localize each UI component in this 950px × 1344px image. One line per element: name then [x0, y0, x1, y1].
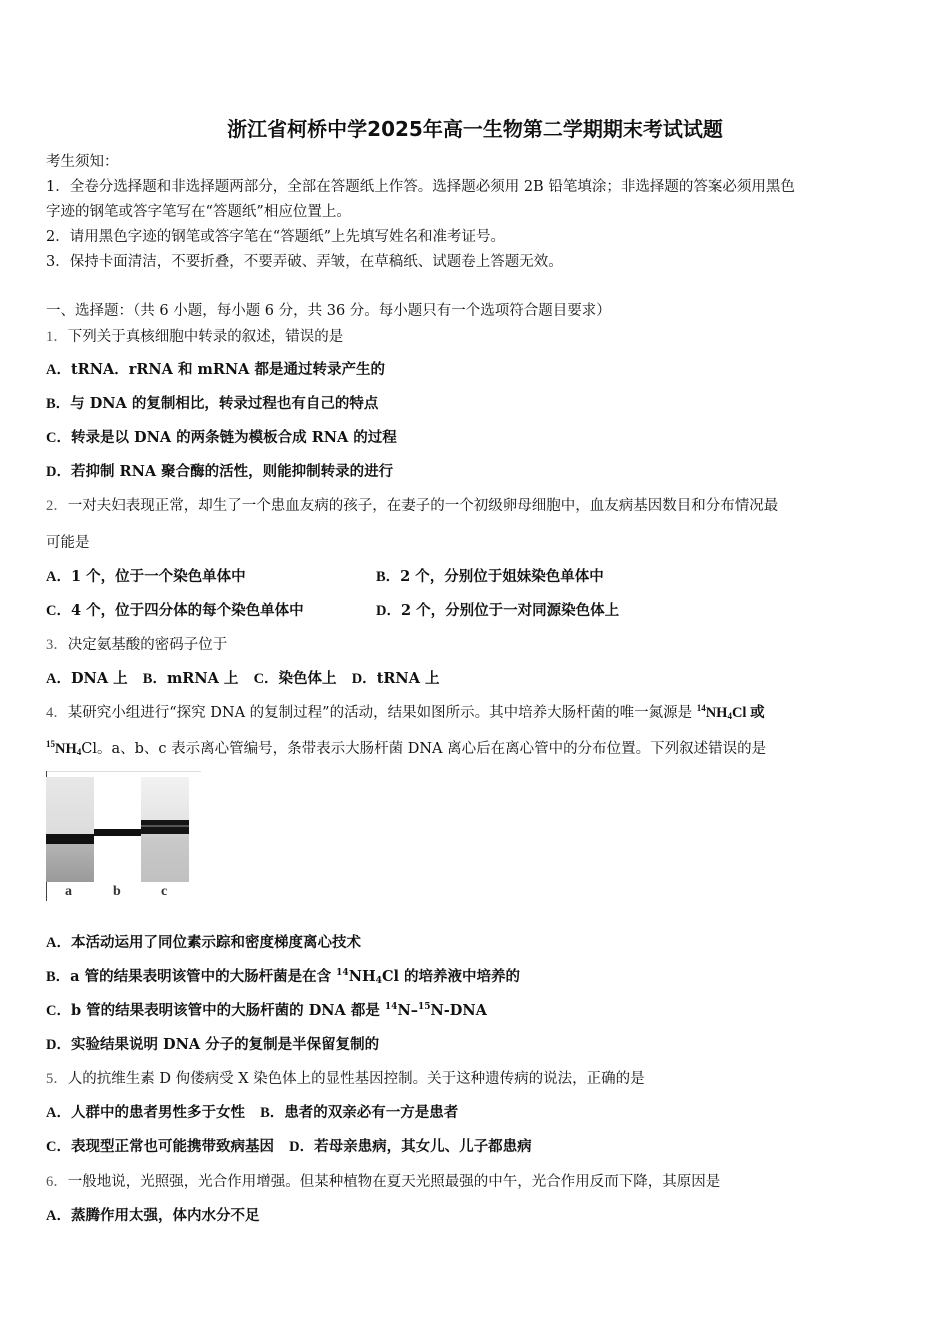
q2-option-c[interactable]: C．4 个，位于四分体的每个染色单体中: [46, 602, 304, 619]
q3-options: [46, 670, 440, 688]
q3-option-c[interactable]: C．染色体上: [253, 670, 337, 687]
q3-option-d[interactable]: D．tRNA 上: [351, 670, 440, 687]
q4-option-a[interactable]: A．本活动运用了同位素示踪和密度梯度离心技术: [46, 934, 361, 951]
q5-option-a[interactable]: A．人群中的患者男性多于女性: [46, 1104, 245, 1121]
q5-option-d[interactable]: D．若母亲患病，其女儿、儿子都患病: [289, 1138, 532, 1155]
question-stem: 人的抗维生素 D 佝偻病受 X 染色体上的显性基因控制。关于这种遗传病的说法，正确的是: [67, 1071, 645, 1087]
dna-band-b: [94, 829, 141, 836]
q6-option-a[interactable]: A．蒸腾作用太强，体内水分不足: [46, 1207, 260, 1224]
q5-option-c[interactable]: C．表现型正常也可能携带致病基因: [46, 1138, 274, 1155]
question-1: [46, 328, 343, 346]
dna-band-a: [46, 834, 94, 844]
question-number: 6．: [46, 1174, 68, 1190]
question-stem: 某研究小组进行“探究 DNA 的复制过程”的活动，结果如图所示。其中培养大肠杆菌的唯一氮源是: [67, 705, 697, 721]
question-2-cont: 可能是: [46, 535, 90, 551]
question-number: 5．: [46, 1071, 68, 1087]
question-stem: 下列关于真核细胞中转录的叙述，错误的是: [67, 329, 344, 345]
q1-option-c[interactable]: C．转录是以 DNA 的两条链为模板合成 RNA 的过程: [46, 429, 397, 446]
question-3: [46, 636, 227, 654]
dna-band-c: [141, 820, 189, 834]
notice-item-3: 3．保持卡面清洁，不要折叠，不要弄破、弄皱，在草稿纸、试题卷上答题无效。: [46, 254, 563, 270]
q5-options-row-2: [46, 1138, 532, 1156]
q2-option-b[interactable]: B．2 个，分别位于姐妹染色单体中: [376, 568, 604, 585]
question-number: 2．: [46, 498, 68, 514]
question-number: 1．: [46, 329, 68, 345]
q4-option-c[interactable]: C．b 管的结果表明该管中的大肠杆菌的 DNA 都是 $^{14}$N–$^{15}$N-DNA: [46, 1002, 487, 1019]
question-5: [46, 1070, 645, 1088]
tube-label-a: a: [65, 884, 72, 899]
section-heading: 一、选择题：（共 6 小题，每小题 6 分，共 36 分。每小题只有一个选项符合题目要求）: [46, 303, 611, 319]
notice-item-1-cont: 字迹的钢笔或答字笔写在“答题纸”相应位置上。: [46, 204, 351, 220]
notice-item-1: 1．全卷分选择题和非选择题两部分，全部在答题纸上作答。选择题必须用 2B 铅笔填涂；非选择题的答案必须用黑色: [46, 179, 795, 195]
q3-option-a[interactable]: A．DNA 上: [46, 670, 128, 687]
q5-options-row-1: [46, 1104, 458, 1122]
tube-label-c: c: [161, 884, 168, 899]
tube-a: [46, 777, 94, 882]
q1-option-a[interactable]: A．tRNA．rRNA 和 mRNA 都是通过转录产生的: [46, 361, 385, 378]
q3-option-b[interactable]: B．mRNA 上: [142, 670, 239, 687]
q1-option-d[interactable]: D．若抑制 RNA 聚合酶的活性，则能抑制转录的进行: [46, 463, 394, 480]
page-title: 浙江省柯桥中学2025年高一生物第二学期期末考试试题: [227, 117, 723, 141]
question-2: [46, 497, 778, 515]
question-number: 4．: [46, 705, 68, 721]
question-number: 3．: [46, 637, 68, 653]
q1-option-b[interactable]: B．与 DNA 的复制相比，转录过程也有自己的特点: [46, 395, 379, 412]
centrifuge-tubes-figure: [46, 771, 201, 901]
q5-option-b[interactable]: B．患者的双亲必有一方是患者: [260, 1104, 459, 1121]
q2-option-d[interactable]: D．2 个，分别位于一对同源染色体上: [376, 602, 620, 619]
question-stem: 决定氨基酸的密码子位于: [67, 637, 228, 653]
q4-option-d[interactable]: D．实验结果说明 DNA 分子的复制是半保留复制的: [46, 1036, 380, 1053]
question-4: 4．某研究小组进行“探究 DNA 的复制过程”的活动，结果如图所示。其中培养大肠杆菌的唯一氮源是 $^{14}NH_4Cl$ 或: [46, 703, 765, 721]
q2-option-a[interactable]: A．1 个，位于一个染色单体中: [46, 568, 246, 585]
question-stem: 一般地说，光照强，光合作用增强。但某种植物在夏天光照最强的中午，光合作用反而下降，其原因是: [67, 1174, 721, 1190]
question-6: [46, 1173, 720, 1191]
question-4-cont: $^{15}NH_4Cl$。a、b、c 表示离心管编号，条带表示大肠杆菌 DNA 离心后在离心管中的分布位置。下列叙述错误的是: [46, 739, 767, 757]
notice-item-2: 2．请用黑色字迹的钢笔或答字笔在“答题纸”上先填写姓名和准考证号。: [46, 229, 506, 245]
tube-label-b: b: [113, 884, 121, 899]
question-stem: 一对夫妇表现正常，却生了一个患血友病的孩子，在妻子的一个初级卵母细胞中，血友病基因数目和分布情况最: [67, 498, 779, 514]
notice-heading: 考生须知：: [46, 154, 119, 170]
q4-option-b[interactable]: B．a 管的结果表明该管中的大肠杆菌是在含 $^{14}NH_4Cl$ 的培养液中培养的: [46, 968, 521, 986]
